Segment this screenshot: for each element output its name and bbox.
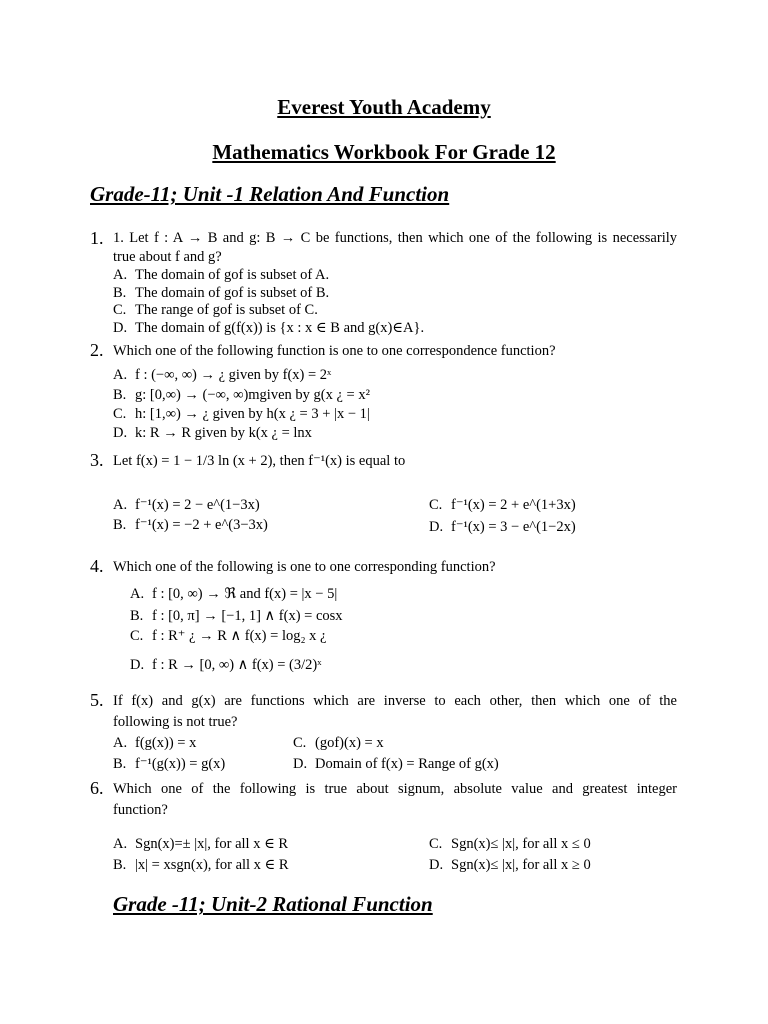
option-label: D. bbox=[113, 425, 128, 441]
option-text: The range of gof is subset of C. bbox=[135, 302, 318, 318]
option-label: B. bbox=[113, 285, 127, 301]
option-text: The domain of gof is subset of A. bbox=[135, 267, 330, 283]
option-text: f⁻¹(x) = −2 + e^(3−3x) bbox=[135, 517, 268, 533]
question-4-stem: Which one of the following is one to one corresponding function? bbox=[113, 559, 496, 575]
question-1-stem: 1. Let f : A → B and g: B → C be functions, then which one of the following is necessarily bbox=[113, 230, 677, 246]
question-1-option bbox=[113, 320, 424, 337]
option-text: f⁻¹(x) = 3 − e^(1−2x) bbox=[451, 519, 576, 535]
question-1-option bbox=[113, 285, 329, 302]
option-label: A. bbox=[113, 735, 128, 751]
option-label: C. bbox=[429, 497, 443, 513]
school-title: Everest Youth Academy bbox=[277, 95, 491, 119]
option-label: C. bbox=[293, 735, 307, 751]
question-2-option bbox=[113, 387, 370, 404]
option-text: f : R⁺ ¿ → R ∧ f(x) = log₂ x ¿ bbox=[152, 628, 327, 644]
option-label: C. bbox=[113, 406, 127, 422]
option-label: A. bbox=[113, 497, 128, 513]
option-text: |x| = xsgn(x), for all x ∈ R bbox=[135, 857, 289, 873]
question-5-number: 5. bbox=[90, 690, 104, 710]
question-5-option bbox=[293, 735, 384, 752]
option-text: f(g(x)) = x bbox=[135, 735, 197, 751]
option-text: The domain of gof is subset of B. bbox=[135, 285, 330, 301]
question-5-option bbox=[113, 735, 196, 752]
question-4-option bbox=[130, 586, 337, 603]
option-text: f : R → [0, ∞) ∧ f(x) = (3/2)ˣ bbox=[152, 657, 322, 673]
question-3-stem: Let f(x) = 1 − 1/3 ln (x + 2), then f⁻¹(x) is equal to bbox=[113, 453, 406, 469]
unit-1-heading: Grade-11; Unit -1 Relation And Function bbox=[90, 182, 450, 206]
option-label: C. bbox=[113, 302, 127, 318]
option-text: f : (−∞, ∞) → ¿ given by f(x) = 2ˣ bbox=[135, 367, 332, 383]
question-2-option bbox=[113, 425, 312, 442]
question-6-stem: Which one of the following is true about signum, absolute value and greatest integer bbox=[113, 781, 677, 797]
option-label: C. bbox=[130, 628, 144, 644]
option-label: B. bbox=[113, 756, 127, 772]
option-label: D. bbox=[113, 320, 128, 336]
option-label: D. bbox=[429, 857, 444, 873]
question-6-option bbox=[113, 857, 289, 874]
option-label: C. bbox=[429, 836, 443, 852]
question-3-number: 3. bbox=[90, 450, 104, 470]
option-text: f⁻¹(x) = 2 + e^(1+3x) bbox=[451, 497, 576, 513]
option-text: (gof)(x) = x bbox=[315, 735, 384, 751]
option-text: h: [1,∞) → ¿ given by h(x ¿ = 3 + |x − 1| bbox=[135, 406, 370, 422]
option-text: The domain of g(f(x)) is {x : x ∈ B and g(x)∈A}. bbox=[135, 320, 425, 336]
question-6-stem-cont: function? bbox=[113, 802, 168, 818]
option-text: f : [0, π] → [−1, 1] ∧ f(x) = cosx bbox=[152, 608, 343, 624]
option-label: A. bbox=[113, 836, 128, 852]
option-text: Domain of f(x) = Range of g(x) bbox=[315, 756, 499, 772]
question-6-option bbox=[113, 836, 288, 853]
question-3-option bbox=[113, 497, 260, 514]
unit-2-heading: Grade -11; Unit-2 Rational Function bbox=[113, 892, 433, 916]
option-label: B. bbox=[113, 857, 127, 873]
option-text: f⁻¹(g(x)) = g(x) bbox=[135, 756, 226, 772]
question-5-stem-cont: following is not true? bbox=[113, 714, 238, 730]
option-label: D. bbox=[293, 756, 308, 772]
option-label: B. bbox=[130, 608, 144, 624]
option-label: D. bbox=[130, 657, 145, 673]
question-6-option bbox=[429, 857, 591, 874]
option-text: k: R → R given by k(x ¿ = lnx bbox=[135, 425, 312, 441]
question-2-option bbox=[113, 367, 331, 384]
option-text: f : [0, ∞) → ℜ and f(x) = |x − 5| bbox=[152, 586, 338, 602]
option-text: g: [0,∞) → (−∞, ∞)mgiven by g(x ¿ = x² bbox=[135, 387, 370, 403]
option-label: B. bbox=[113, 387, 127, 403]
question-4-option bbox=[130, 628, 326, 645]
question-3-option bbox=[429, 519, 576, 536]
question-4-option bbox=[130, 608, 343, 625]
question-6-number: 6. bbox=[90, 778, 104, 798]
question-5-option bbox=[293, 756, 499, 773]
question-1-number: 1. bbox=[90, 228, 104, 248]
question-1-stem-cont: true about f and g? bbox=[113, 249, 222, 265]
option-label: A. bbox=[113, 367, 128, 383]
question-5-option bbox=[113, 756, 225, 773]
question-3-option bbox=[429, 497, 576, 514]
option-text: f⁻¹(x) = 2 − e^(1−3x) bbox=[135, 497, 260, 513]
option-text: Sgn(x)≤ |x|, for all x ≥ 0 bbox=[451, 857, 591, 873]
question-4-option bbox=[130, 657, 321, 674]
question-4-number: 4. bbox=[90, 556, 104, 576]
question-1-option bbox=[113, 302, 318, 319]
question-2-stem: Which one of the following function is one to one correspondence function? bbox=[113, 343, 556, 359]
question-6-option bbox=[429, 836, 591, 853]
option-label: A. bbox=[130, 586, 145, 602]
question-1-option bbox=[113, 267, 329, 284]
workbook-title: Mathematics Workbook For Grade 12 bbox=[212, 140, 556, 164]
option-text: Sgn(x)=± |x|, for all x ∈ R bbox=[135, 836, 289, 852]
question-5-stem: If f(x) and g(x) are functions which are inverse to each other, then which one of the bbox=[113, 693, 677, 709]
option-text: Sgn(x)≤ |x|, for all x ≤ 0 bbox=[451, 836, 591, 852]
option-label: B. bbox=[113, 517, 127, 533]
question-3-option bbox=[113, 517, 268, 534]
option-label: D. bbox=[429, 519, 444, 535]
option-label: A. bbox=[113, 267, 128, 283]
question-2-number: 2. bbox=[90, 340, 104, 360]
question-2-option bbox=[113, 406, 370, 423]
